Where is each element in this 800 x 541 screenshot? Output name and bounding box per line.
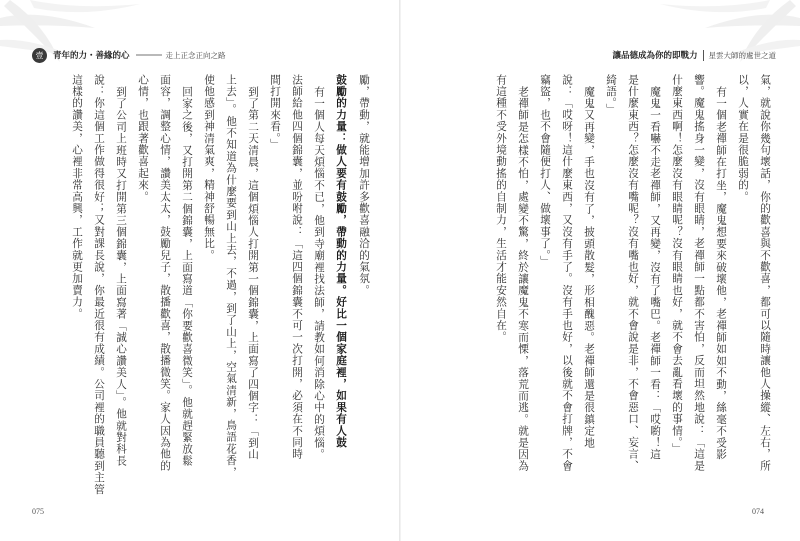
section-heading-column: 鼓勵的力量：做人要有鼓勵，帶動的力量。好比一個家庭裡，如果有人鼓 [335, 74, 347, 449]
text-column: 說：你這個工作做得很好；又對課長說，你最近很有成績。公司裡的職員聽到主管 [93, 74, 105, 496]
text-column: 到了公司上班時又打開第三個錦囊，上面寫著「誠心讚美人」。他就對科長 [115, 86, 127, 467]
text-column: 有一個人每天煩惱不已，他到寺廟裡找法師，請教如何消除心中的煩惱。 [313, 86, 325, 461]
right-running-header [612, 47, 776, 63]
text-column: 魔鬼又再變，手也沒有了，披頭散髮，形相醜惡。老禪師還是很鎮定地 [583, 86, 595, 449]
text-column: 響。魔鬼搖身一變，沒有眼睛，老禪師一點都不害怕，反而坦然地說：「這是 [693, 74, 705, 472]
text-column: 有一個老禪師在打坐，魔鬼想要來破壞他，老禪師如如不動，絲毫不受影 [715, 86, 727, 461]
text-column: 上去」。他不知道為什麼要到山上去，不過，到了山上，空氣清新，鳥語花香， [225, 74, 237, 479]
text-column: 這樣的讚美，心裡非常高興，工作就更加賣力。 [71, 74, 83, 320]
page-number-right: 074 [752, 507, 764, 516]
text-column: 心情，也跟著歡喜起來。 [137, 74, 149, 203]
gutter-shadow [399, 0, 401, 541]
text-column: 有這種不受外境動搖的自制力，生活才能安然自在。 [495, 74, 507, 344]
book-subtitle: 星雲大師的處世之道 [708, 50, 776, 60]
text-column: 面容，調整心情，讚美太太，鼓勵兒子，散播歡喜，散播微笑。家人因為他的 [159, 74, 171, 472]
text-column: 間打開來看。」 [269, 74, 281, 151]
text-column: 魔鬼一看嚇不走老禪師，又再變，沒有了嘴巴。老禪師一看：「哎喲！這 [649, 86, 661, 461]
book-part-title: 青年的力・善緣的心 [53, 51, 130, 61]
text-column: 到了第二天清晨，這個煩惱人打開第一個錦囊，上面寫了四個字：「到山 [247, 86, 259, 461]
text-column: 回家之後，又打開第二個錦囊，上面寫道「你要歡喜微笑」。他就趕緊放鬆 [181, 86, 193, 467]
text-column: 勵，帶動，就能增加許多歡喜融洽的氣氛。 [358, 74, 370, 297]
text-column: 老禪師是怎樣不怕，處變不驚，終於讓魔鬼不寒而慄，落荒而逃。就是因為 [517, 86, 529, 473]
text-column: 法師給他四個錦囊，並吩咐說：「這四個錦囊不可一次打開，必須在不同時 [291, 74, 303, 461]
text-column: 是什麼東西？怎麼沒有嘴呢？沒有嘴也好，就不會說是非，不會惡口、妄言、 [627, 74, 639, 472]
text-column: 竊盜，也不會隨便打人、做壞事了。」 [539, 74, 551, 268]
text-column: 說：「哎呀！這什麼東西，又沒有手了。沒有手也好，以後就不會打牌，不會 [561, 74, 573, 472]
page-number-left: 075 [32, 507, 44, 516]
left-running-header [32, 47, 226, 63]
chapter-title: 走上正念正向之路 [165, 50, 226, 60]
text-column: 以，人實在是很脆弱的。 [737, 74, 749, 203]
text-column: 綺語。」 [605, 74, 617, 116]
book-title: 讓品德成為你的即戰力 [612, 51, 698, 61]
text-column: 使他感到神清氣爽，精神舒暢無比。 [203, 74, 215, 262]
text-column: 氣，就說你幾句壞話，你的歡喜與不歡喜，都可以隨時讓他人操縱、左右，所 [759, 74, 771, 472]
dash-rule-icon [136, 53, 162, 57]
header-separator [703, 50, 704, 61]
section-roundel: 壹 [32, 48, 47, 63]
text-column: 什麼東西啊！怎麼沒有眼睛呢？沒有眼睛也好，就不會去亂看壞的事情。」 [671, 74, 683, 455]
